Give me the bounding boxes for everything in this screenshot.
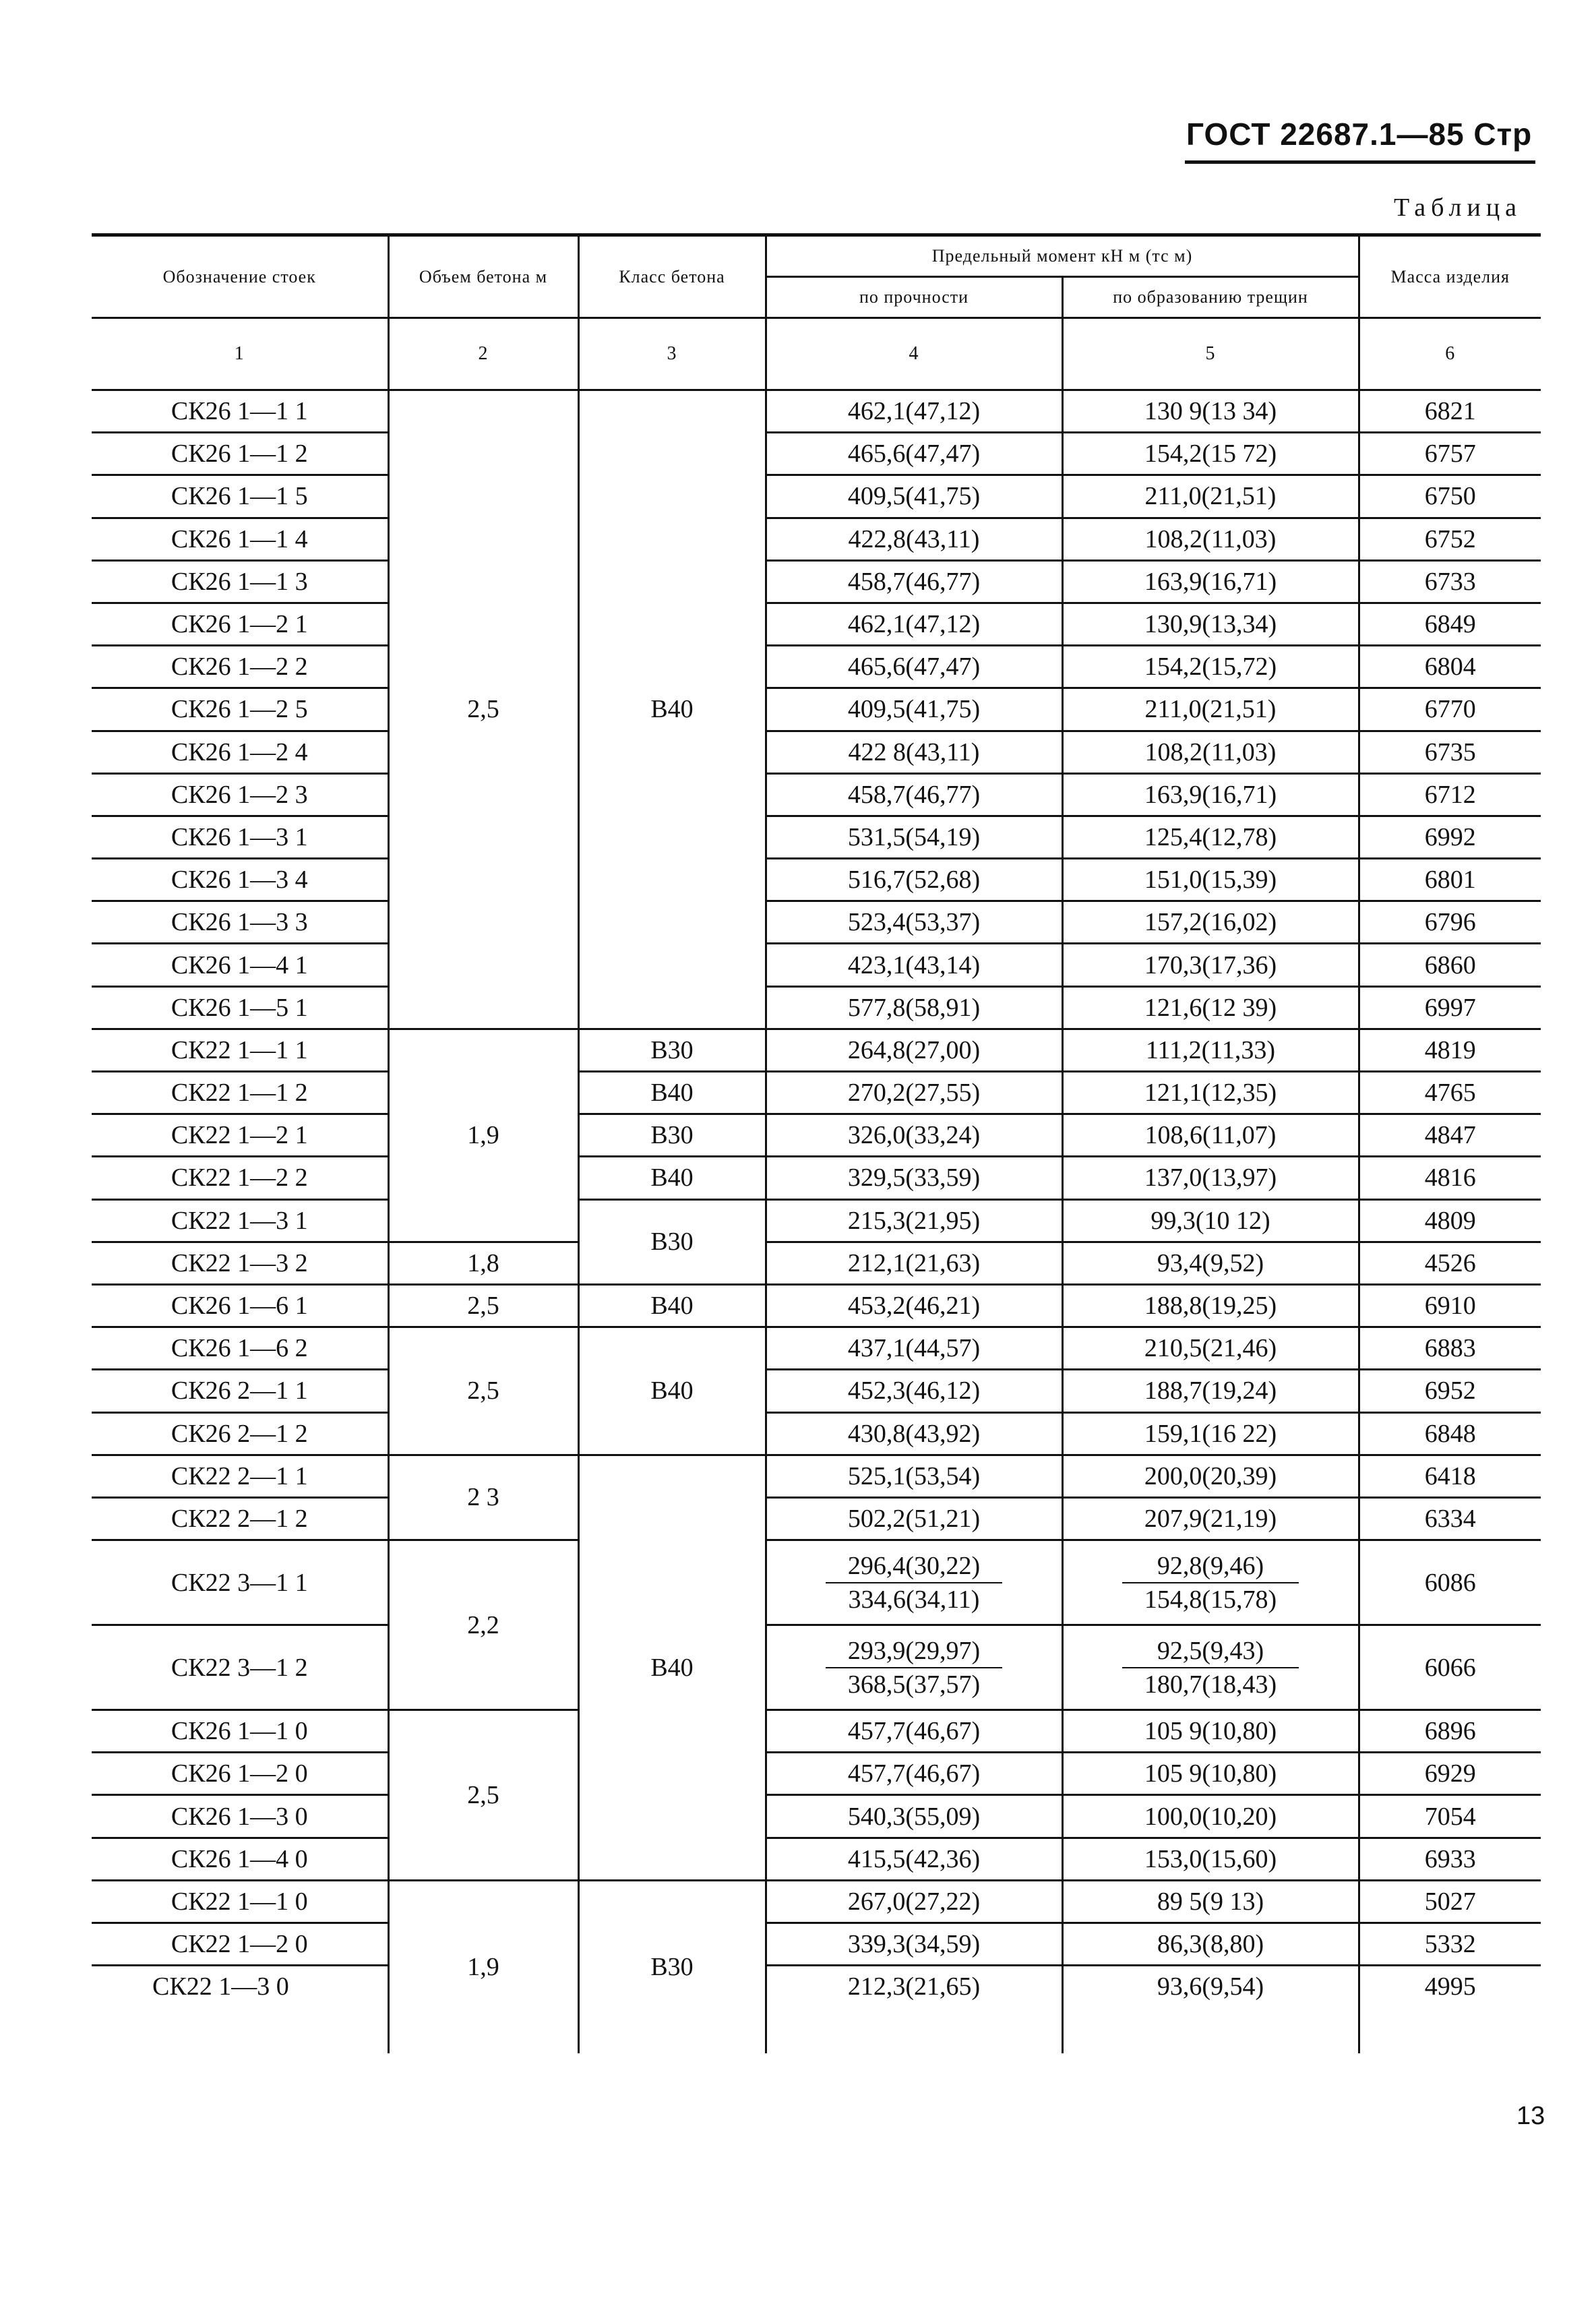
mass-cell: 6804	[1359, 646, 1541, 688]
header-limit-moment: Предельный момент кН м (тс м)	[766, 235, 1359, 277]
table-row	[92, 1327, 1541, 1370]
data-table	[92, 233, 1541, 2053]
strength-value-top: 293,9(29,97)	[826, 1636, 1002, 1668]
crack-cell	[1062, 1540, 1359, 1625]
col-number-2: 2	[388, 318, 578, 390]
class-cell: В30	[578, 1880, 766, 2053]
row-designation: СК26 1—2 1	[92, 603, 388, 645]
row-designation: СК22 2—1 1	[92, 1455, 388, 1497]
mass-cell: 4847	[1359, 1114, 1541, 1157]
crack-cell: 108,2(11,03)	[1062, 731, 1359, 773]
row-designation: СК26 1—2 5	[92, 688, 388, 731]
strength-cell: 415,5(42,36)	[766, 1838, 1062, 1880]
crack-cell: 99,3(10 12)	[1062, 1199, 1359, 1242]
strength-cell: 430,8(43,92)	[766, 1412, 1062, 1455]
crack-cell: 163,9(16,71)	[1062, 773, 1359, 816]
crack-value-top: 92,8(9,46)	[1122, 1551, 1299, 1583]
crack-cell: 93,4(9,52)	[1062, 1242, 1359, 1284]
crack-cell: 93,6(9,54)	[1062, 1966, 1359, 2053]
row-designation: СК26 1—6 1	[92, 1284, 388, 1327]
row-designation: СК22 1—2 2	[92, 1157, 388, 1199]
table-caption: Таблица	[1394, 193, 1523, 222]
crack-cell: 211,0(21,51)	[1062, 688, 1359, 731]
col-number-6: 6	[1359, 318, 1541, 390]
volume-cell: 2,5	[388, 1327, 578, 1455]
row-designation: СК26 1—2 2	[92, 646, 388, 688]
strength-cell: 458,7(46,77)	[766, 560, 1062, 603]
strength-cell: 270,2(27,55)	[766, 1072, 1062, 1114]
crack-value-bottom: 154,8(15,78)	[1144, 1585, 1277, 1614]
row-designation: СК22 1—2 0	[92, 1923, 388, 1966]
class-cell: В40	[578, 1284, 766, 1327]
row-designation: СК22 1—3 2	[92, 1242, 388, 1284]
crack-cell: 100,0(10,20)	[1062, 1795, 1359, 1838]
row-designation: СК26 1—1 5	[92, 475, 388, 518]
mass-cell: 6733	[1359, 560, 1541, 603]
strength-value-bottom: 334,6(34,11)	[848, 1585, 980, 1614]
row-designation: СК22 1—1 1	[92, 1029, 388, 1071]
row-designation: СК26 1—2 0	[92, 1753, 388, 1795]
strength-cell: 540,3(55,09)	[766, 1795, 1062, 1838]
strength-cell: 531,5(54,19)	[766, 816, 1062, 858]
crack-cell: 108,2(11,03)	[1062, 518, 1359, 560]
table-row	[92, 1966, 1541, 2053]
table-row	[92, 859, 1541, 901]
crack-cell: 151,0(15,39)	[1062, 859, 1359, 901]
mass-cell: 6848	[1359, 1412, 1541, 1455]
strength-cell: 339,3(34,59)	[766, 1923, 1062, 1966]
table-row	[92, 731, 1541, 773]
crack-cell: 154,2(15 72)	[1062, 433, 1359, 475]
mass-cell: 6418	[1359, 1455, 1541, 1497]
table-row	[92, 773, 1541, 816]
document-header-title: ГОСТ 22687.1—85 Стр	[1186, 117, 1533, 152]
crack-cell: 89 5(9 13)	[1062, 1880, 1359, 1923]
mass-cell: 6821	[1359, 390, 1541, 433]
header-underline	[1185, 160, 1535, 164]
crack-cell: 130 9(13 34)	[1062, 390, 1359, 433]
mass-cell: 6896	[1359, 1710, 1541, 1753]
strength-cell: 212,1(21,63)	[766, 1242, 1062, 1284]
strength-cell: 453,2(46,21)	[766, 1284, 1062, 1327]
strength-cell: 523,4(53,37)	[766, 901, 1062, 944]
crack-cell: 105 9(10,80)	[1062, 1710, 1359, 1753]
mass-cell: 6801	[1359, 859, 1541, 901]
header-designation: Обозначение стоек	[92, 235, 388, 318]
mass-cell: 6933	[1359, 1838, 1541, 1880]
mass-cell: 6952	[1359, 1370, 1541, 1412]
table-row	[92, 688, 1541, 731]
strength-cell: 457,7(46,67)	[766, 1753, 1062, 1795]
table-row	[92, 1455, 1541, 1497]
strength-cell: 267,0(27,22)	[766, 1880, 1062, 1923]
mass-cell: 5027	[1359, 1880, 1541, 1923]
mass-cell: 6860	[1359, 944, 1541, 986]
strength-cell: 516,7(52,68)	[766, 859, 1062, 901]
row-designation: СК22 2—1 2	[92, 1497, 388, 1540]
table-row	[92, 1753, 1541, 1795]
row-designation: СК26 2—1 2	[92, 1412, 388, 1455]
strength-cell: 577,8(58,91)	[766, 986, 1062, 1029]
table-row	[92, 986, 1541, 1029]
class-cell: В30	[578, 1029, 766, 1071]
table-row	[92, 1923, 1541, 1966]
table-row	[92, 1880, 1541, 1923]
strength-cell: 212,3(21,65)	[766, 1966, 1062, 2053]
strength-value-bottom: 368,5(37,57)	[847, 1670, 981, 1699]
crack-cell	[1062, 1625, 1359, 1710]
strength-cell: 437,1(44,57)	[766, 1327, 1062, 1370]
crack-cell: 121,6(12 39)	[1062, 986, 1359, 1029]
page-number: 13	[1516, 2102, 1545, 2130]
mass-cell: 4816	[1359, 1157, 1541, 1199]
strength-cell: 422,8(43,11)	[766, 518, 1062, 560]
mass-cell: 6910	[1359, 1284, 1541, 1327]
strength-cell: 462,1(47,12)	[766, 603, 1062, 645]
mass-cell: 6066	[1359, 1625, 1541, 1710]
table-row	[92, 433, 1541, 475]
crack-cell: 86,3(8,80)	[1062, 1923, 1359, 1966]
table-row	[92, 1284, 1541, 1327]
volume-cell: 1,9	[388, 1880, 578, 2053]
strength-cell: 422 8(43,11)	[766, 731, 1062, 773]
volume-cell: 1,8	[388, 1242, 578, 1284]
strength-cell: 409,5(41,75)	[766, 688, 1062, 731]
table-row	[92, 1242, 1541, 1284]
strength-cell: 465,6(47,47)	[766, 646, 1062, 688]
row-designation: СК22 3—1 2	[92, 1625, 388, 1710]
class-cell: В40	[578, 1327, 766, 1455]
table-row	[92, 390, 1541, 433]
col-number-5: 5	[1062, 318, 1359, 390]
table-row	[92, 1625, 1541, 1710]
crack-cell: 207,9(21,19)	[1062, 1497, 1359, 1540]
crack-cell: 170,3(17,36)	[1062, 944, 1359, 986]
table-row	[92, 518, 1541, 560]
crack-cell: 157,2(16,02)	[1062, 901, 1359, 944]
table-row	[92, 1838, 1541, 1880]
row-designation: СК26 2—1 1	[92, 1370, 388, 1412]
row-designation: СК22 1—3 0	[92, 1966, 388, 2053]
row-designation: СК22 1—2 1	[92, 1114, 388, 1157]
crack-cell: 130,9(13,34)	[1062, 603, 1359, 645]
mass-cell: 5332	[1359, 1923, 1541, 1966]
row-designation: СК26 1—1 3	[92, 560, 388, 603]
table-row	[92, 1370, 1541, 1412]
crack-cell: 211,0(21,51)	[1062, 475, 1359, 518]
volume-cell: 2 3	[388, 1455, 578, 1540]
crack-cell: 108,6(11,07)	[1062, 1114, 1359, 1157]
table-row	[92, 1795, 1541, 1838]
class-cell: В40	[578, 1157, 766, 1199]
table-row	[92, 560, 1541, 603]
row-designation: СК26 1—3 0	[92, 1795, 388, 1838]
header-class: Класс бетона	[578, 235, 766, 318]
table-row	[92, 1540, 1541, 1625]
strength-cell: 326,0(33,24)	[766, 1114, 1062, 1157]
row-designation: СК26 1—1 2	[92, 433, 388, 475]
volume-cell: 1,9	[388, 1029, 578, 1242]
mass-cell: 6735	[1359, 731, 1541, 773]
header-crack: по образованию трещин	[1062, 277, 1359, 318]
mass-cell: 4819	[1359, 1029, 1541, 1071]
row-designation: СК26 1—2 3	[92, 773, 388, 816]
volume-cell: 2,5	[388, 1284, 578, 1327]
table-row	[92, 1412, 1541, 1455]
crack-cell: 154,2(15,72)	[1062, 646, 1359, 688]
table-row	[92, 603, 1541, 645]
crack-cell: 105 9(10,80)	[1062, 1753, 1359, 1795]
col-number-3: 3	[578, 318, 766, 390]
strength-cell: 502,2(51,21)	[766, 1497, 1062, 1540]
table-row	[92, 944, 1541, 986]
strength-value-top: 296,4(30,22)	[826, 1551, 1002, 1583]
mass-cell: 4809	[1359, 1199, 1541, 1242]
row-designation: СК26 1—3 4	[92, 859, 388, 901]
table-row	[92, 1710, 1541, 1753]
strength-cell: 462,1(47,12)	[766, 390, 1062, 433]
mass-cell: 4995	[1424, 1972, 1476, 2001]
crack-cell: 200,0(20,39)	[1062, 1455, 1359, 1497]
table-row	[92, 1114, 1541, 1157]
volume-cell: 2,5	[388, 1710, 578, 1881]
mass-cell: 6750	[1359, 475, 1541, 518]
table-row	[92, 1157, 1541, 1199]
header-mass: Масса изделия	[1359, 235, 1541, 318]
strength-cell	[766, 1625, 1062, 1710]
mass-cell: 6883	[1359, 1327, 1541, 1370]
crack-cell: 188,7(19,24)	[1062, 1370, 1359, 1412]
table-row	[92, 1029, 1541, 1071]
table-row	[92, 901, 1541, 944]
mass-cell: 6712	[1359, 773, 1541, 816]
crack-cell: 159,1(16 22)	[1062, 1412, 1359, 1455]
crack-cell: 163,9(16,71)	[1062, 560, 1359, 603]
table-row	[92, 1497, 1541, 1540]
header-strength: по прочности	[766, 277, 1062, 318]
crack-cell: 121,1(12,35)	[1062, 1072, 1359, 1114]
header-volume: Объем бетона м	[388, 235, 578, 318]
row-designation: СК26 1—4 0	[92, 1838, 388, 1880]
class-cell: В40	[578, 1455, 766, 1880]
row-designation: СК26 1—6 2	[92, 1327, 388, 1370]
table-row	[92, 816, 1541, 858]
strength-cell: 329,5(33,59)	[766, 1157, 1062, 1199]
crack-cell: 153,0(15,60)	[1062, 1838, 1359, 1880]
class-cell: В30	[578, 1199, 766, 1284]
mass-cell: 6334	[1359, 1497, 1541, 1540]
volume-cell: 2,5	[388, 390, 578, 1029]
crack-cell: 188,8(19,25)	[1062, 1284, 1359, 1327]
row-designation: СК26 1—3 3	[92, 901, 388, 944]
mass-cell: 4526	[1359, 1242, 1541, 1284]
table-row	[92, 646, 1541, 688]
class-cell: В30	[578, 1114, 766, 1157]
mass-cell: 6770	[1359, 688, 1541, 731]
mass-cell: 6086	[1359, 1540, 1541, 1625]
mass-cell: 7054	[1359, 1795, 1541, 1838]
mass-cell: 6757	[1359, 433, 1541, 475]
row-designation: СК26 1—4 1	[92, 944, 388, 986]
class-cell: В40	[578, 1072, 766, 1114]
strength-cell: 264,8(27,00)	[766, 1029, 1062, 1071]
strength-cell: 457,7(46,67)	[766, 1710, 1062, 1753]
crack-value-bottom: 180,7(18,43)	[1144, 1670, 1277, 1699]
mass-cell: 6997	[1359, 986, 1541, 1029]
crack-cell: 137,0(13,97)	[1062, 1157, 1359, 1199]
row-designation: СК26 1—2 4	[92, 731, 388, 773]
col-number-4: 4	[766, 318, 1062, 390]
table-row	[92, 475, 1541, 518]
col-number-1: 1	[92, 318, 388, 390]
mass-cell: 6796	[1359, 901, 1541, 944]
strength-cell: 458,7(46,77)	[766, 773, 1062, 816]
mass-cell: 4765	[1359, 1072, 1541, 1114]
strength-cell	[766, 1540, 1062, 1625]
row-designation: СК26 1—1 1	[92, 390, 388, 433]
strength-cell: 465,6(47,47)	[766, 433, 1062, 475]
strength-cell: 525,1(53,54)	[766, 1455, 1062, 1497]
mass-cell: 6992	[1359, 816, 1541, 858]
class-cell: В40	[578, 390, 766, 1029]
row-designation: СК22 1—1 2	[92, 1072, 388, 1114]
mass-cell: 6929	[1359, 1753, 1541, 1795]
strength-cell: 423,1(43,14)	[766, 944, 1062, 986]
crack-value-top: 92,5(9,43)	[1122, 1636, 1299, 1668]
strength-cell: 215,3(21,95)	[766, 1199, 1062, 1242]
table-row	[92, 1072, 1541, 1114]
crack-cell: 111,2(11,33)	[1062, 1029, 1359, 1071]
mass-cell: 6752	[1359, 518, 1541, 560]
crack-cell: 210,5(21,46)	[1062, 1327, 1359, 1370]
row-designation: СК26 1—1 4	[92, 518, 388, 560]
row-designation: СК22 1—1 0	[92, 1880, 388, 1923]
strength-cell: 452,3(46,12)	[766, 1370, 1062, 1412]
row-designation: СК26 1—3 1	[92, 816, 388, 858]
row-designation: СК22 1—3 1	[92, 1199, 388, 1242]
row-designation: СК26 1—1 0	[92, 1710, 388, 1753]
table-row	[92, 1199, 1541, 1242]
crack-cell: 125,4(12,78)	[1062, 816, 1359, 858]
mass-cell: 6849	[1359, 603, 1541, 645]
row-designation: СК22 3—1 1	[92, 1540, 388, 1625]
volume-cell: 2,2	[388, 1540, 578, 1710]
row-designation: СК26 1—5 1	[92, 986, 388, 1029]
strength-cell: 409,5(41,75)	[766, 475, 1062, 518]
